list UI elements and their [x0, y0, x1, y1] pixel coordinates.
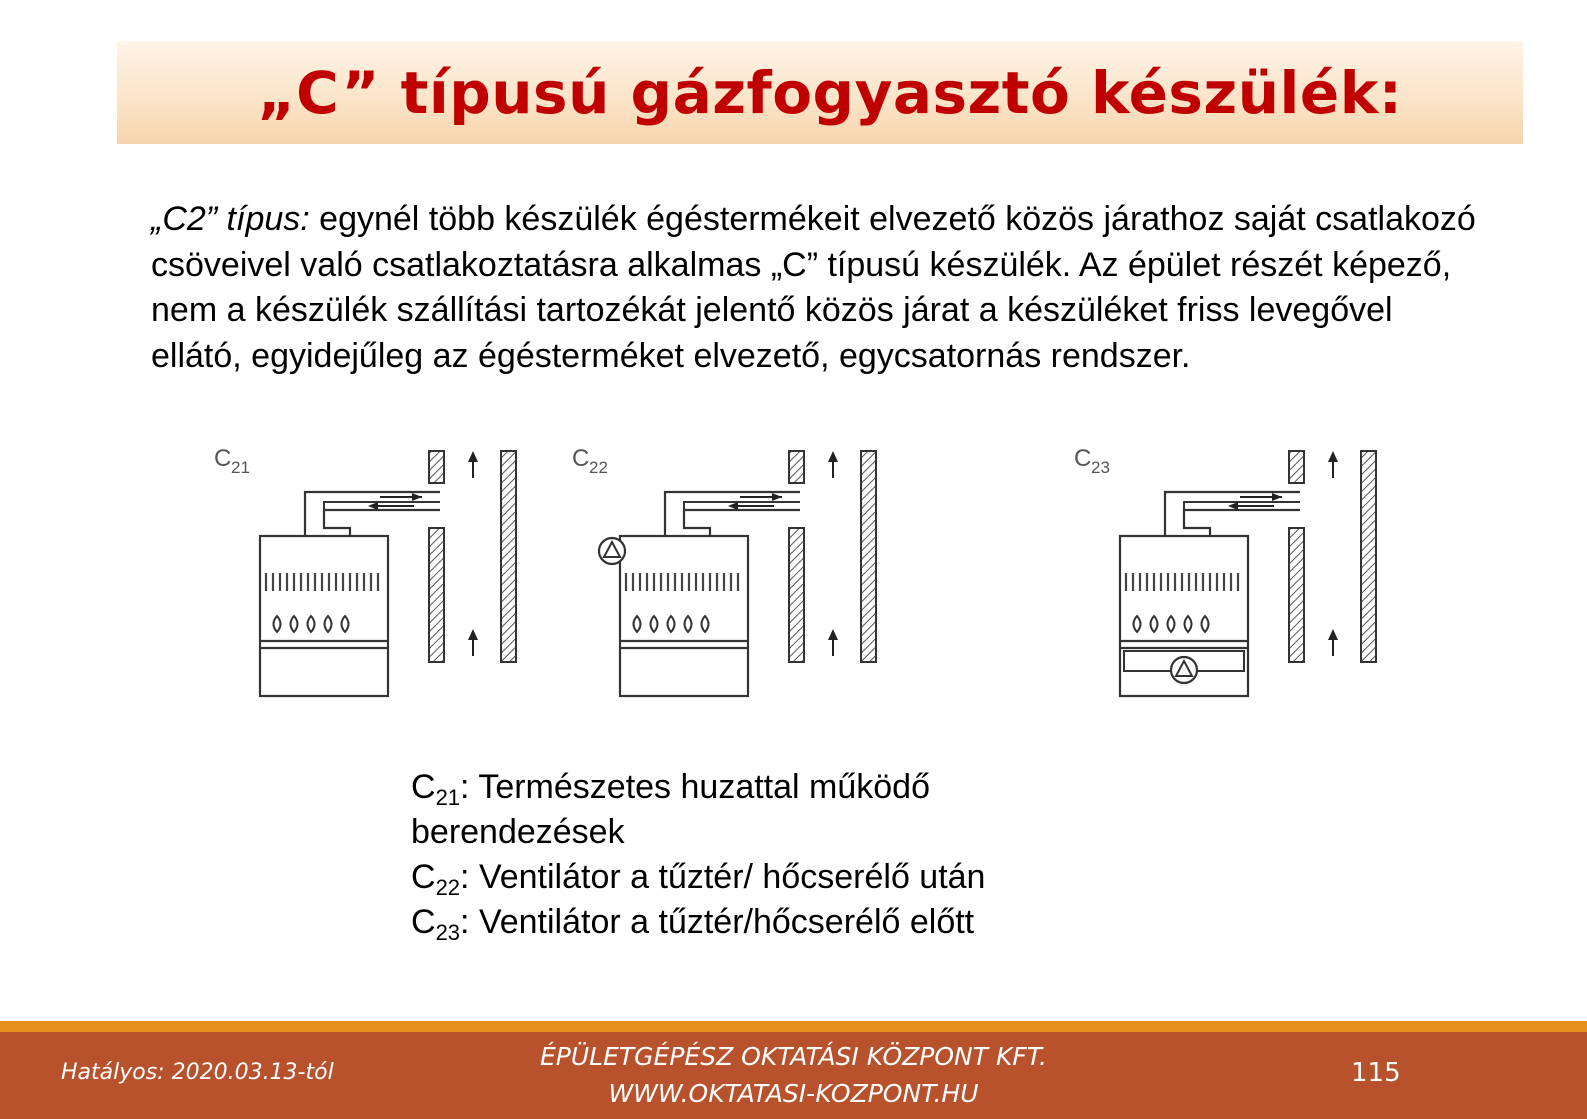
- legend-code-sub: 22: [435, 875, 461, 900]
- panel-label-c21-main: C: [214, 445, 232, 472]
- footer: [0, 1032, 1587, 1119]
- body-paragraph: [151, 197, 1481, 379]
- legend: [411, 765, 1131, 945]
- panel-c22: [572, 445, 876, 696]
- panel-label-c23-sub: 23: [1091, 458, 1110, 477]
- legend-item-c23: [411, 900, 1131, 945]
- legend-code: C: [411, 858, 436, 896]
- intro-term: „C2” típus:: [151, 200, 310, 238]
- legend-text: : Ventilátor a tűztér/ hőcserélő után: [460, 858, 986, 896]
- legend-text: : Természetes huzattal működő berendezések: [411, 768, 930, 851]
- flue-diagram: [200, 436, 1400, 708]
- panel-c21: [214, 445, 516, 696]
- page-number: 115: [1351, 1058, 1401, 1088]
- footer-stripe: [0, 1021, 1587, 1032]
- legend-code-sub: 23: [435, 920, 461, 945]
- legend-code: C: [411, 768, 436, 806]
- footer-organization: [0, 1038, 1587, 1112]
- legend-item-c21: [411, 765, 1131, 855]
- legend-code-sub: 21: [435, 785, 461, 810]
- fan-icon: [599, 538, 625, 564]
- panel-label-c21-sub: 21: [231, 458, 250, 477]
- panel-label-c22-main: C: [572, 445, 590, 472]
- flue-diagram-svg: [200, 436, 1400, 708]
- footer-valid-from: Hatályos: 2020.03.13-tól: [61, 1060, 334, 1085]
- slide-title: „C” típusú gázfogyasztó készülék:: [257, 58, 1403, 127]
- panel-label-c23-main: C: [1074, 445, 1092, 472]
- legend-item-c22: [411, 855, 1131, 900]
- footer-website: WWW.OKTATASI-KOZPONT.HU: [608, 1079, 979, 1108]
- legend-code: C: [411, 903, 436, 941]
- fan-icon: [1171, 657, 1197, 683]
- panel-c23: [1074, 445, 1376, 696]
- title-bar: [117, 41, 1523, 144]
- intro-text: egynél több készülék égéstermékeit elvezető közös járathoz saját csatlakozó csöveivel való csatlakoztatásra alkalmas „C” típusú készülék. Az épület részét képező, nem a készülék szállítási tartozékát jelentő közös járat a készüléket friss levegővel ellátó, egyidejűleg az égésterméket elvezető, egycsatornás rendszer.: [151, 200, 1476, 375]
- legend-text: : Ventilátor a tűztér/hőcserélő előtt: [460, 903, 975, 941]
- panel-label-c22-sub: 22: [589, 458, 608, 477]
- footer-org-name: ÉPÜLETGÉPÉSZ OKTATÁSI KÖZPONT KFT.: [540, 1042, 1047, 1071]
